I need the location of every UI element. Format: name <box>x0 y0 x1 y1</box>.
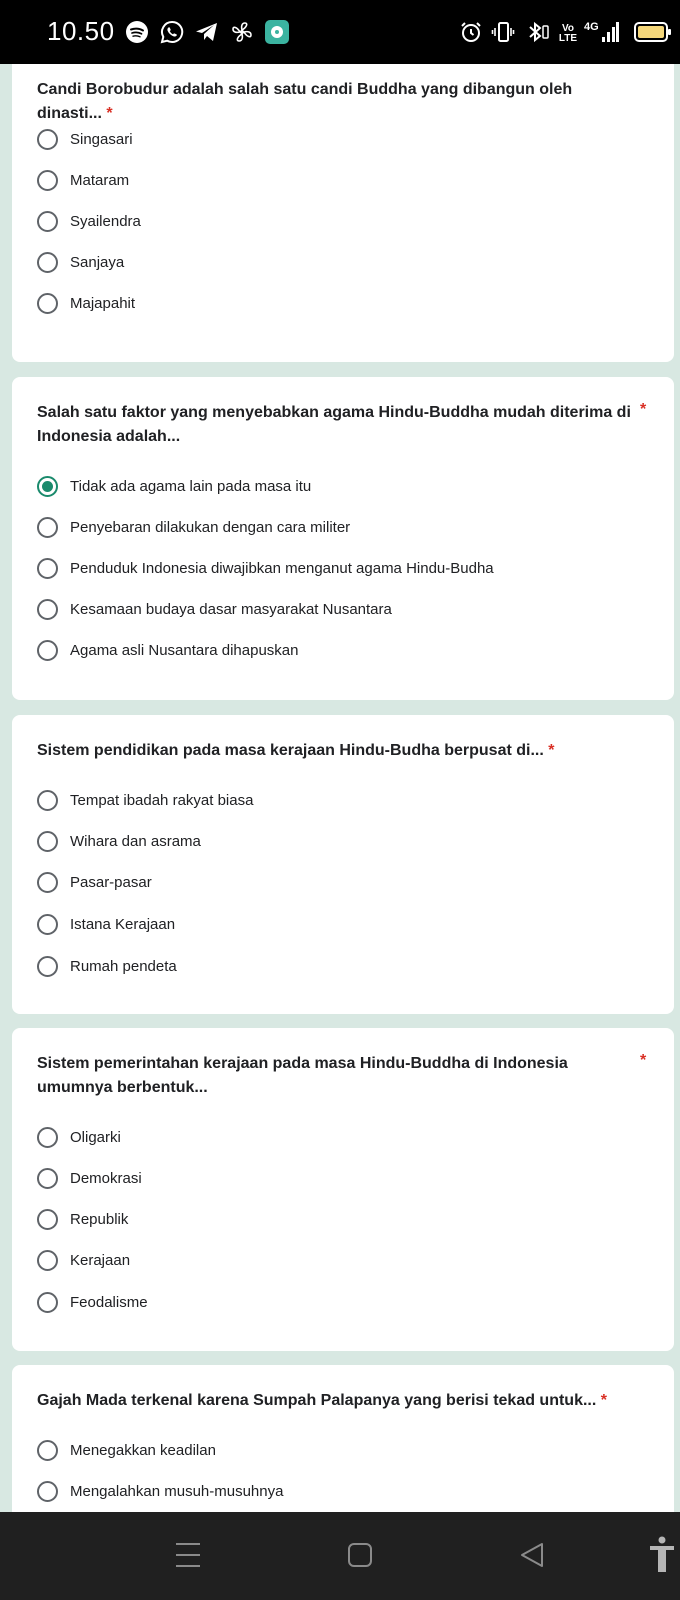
radio-button[interactable] <box>37 129 58 150</box>
radio-option[interactable] <box>37 1245 130 1275</box>
option-label: Istana Kerajaan <box>70 915 176 933</box>
menu-icon[interactable] <box>174 1540 202 1575</box>
option-label: Agama asli Nusantara dihapuskan <box>70 641 299 659</box>
option-label: Kerajaan <box>70 1251 131 1269</box>
radio-option[interactable] <box>37 1163 142 1193</box>
option-label: Singasari <box>70 130 133 148</box>
required-asterisk: * <box>106 105 113 122</box>
radio-button[interactable] <box>37 831 58 852</box>
option-label: Pasar-pasar <box>70 873 152 891</box>
radio-button[interactable] <box>37 558 58 579</box>
question-title: Salah satu faktor yang menyebabkan agama Hindu-Buddha mudah diterima di Indonesia adalah... <box>37 404 631 445</box>
radio-option[interactable] <box>37 1287 148 1317</box>
radio-button[interactable] <box>37 640 58 661</box>
chat-app-icon <box>264 18 290 46</box>
radio-option[interactable] <box>37 1122 121 1152</box>
question-title: Sistem pemerintahan kerajaan pada masa Hindu-Buddha di Indonesia umumnya berbentuk... <box>37 1055 568 1096</box>
radio-option[interactable] <box>37 826 201 856</box>
question-card <box>12 715 674 1014</box>
radio-button[interactable] <box>37 1168 58 1189</box>
question-title <box>37 1389 632 1413</box>
radio-option[interactable] <box>37 512 350 542</box>
radio-option[interactable] <box>37 785 253 815</box>
radio-option[interactable] <box>37 288 135 318</box>
radio-button-selected[interactable] <box>37 476 58 497</box>
vibrate-icon <box>491 18 515 46</box>
alarm-icon <box>459 18 483 46</box>
option-label: Rumah pendeta <box>70 957 177 975</box>
radio-button[interactable] <box>37 872 58 893</box>
option-label: Feodalisme <box>70 1293 148 1311</box>
radio-option[interactable] <box>37 553 494 583</box>
radio-option[interactable] <box>37 471 311 501</box>
volte-icon <box>560 20 576 48</box>
telegram-icon <box>194 18 220 46</box>
radio-button[interactable] <box>37 599 58 620</box>
radio-button[interactable] <box>37 293 58 314</box>
radio-button[interactable] <box>37 1127 58 1148</box>
question-card <box>12 1365 674 1512</box>
radio-option[interactable] <box>37 1204 128 1234</box>
required-asterisk: * <box>600 1392 607 1409</box>
question-title <box>37 739 632 763</box>
question-text: Sistem pendidikan pada masa kerajaan Hindu-Budha berpusat di... <box>37 742 544 759</box>
option-label: Wihara dan asrama <box>70 832 201 850</box>
option-label: Kesamaan budaya dasar masyarakat Nusantara <box>70 600 392 618</box>
question-text: Candi Borobudur adalah salah satu candi Buddha yang dibangun oleh dinasti... <box>37 81 573 122</box>
status-time: 10.50 <box>47 16 115 46</box>
option-label: Penduduk Indonesia diwajibkan menganut agama Hindu-Budha <box>70 559 494 577</box>
radio-button[interactable] <box>37 1440 58 1461</box>
navigation-bar <box>0 1512 680 1600</box>
option-label: Majapahit <box>70 294 136 312</box>
question-card <box>12 64 674 362</box>
option-label: Mataram <box>70 171 130 189</box>
option-label: Sanjaya <box>70 253 125 271</box>
option-label: Oligarki <box>70 1128 121 1146</box>
signal-4g-icon <box>584 18 619 46</box>
option-label: Mengalahkan musuh-musuhnya <box>70 1482 284 1500</box>
accessibility-icon[interactable] <box>648 1536 676 1579</box>
radio-option[interactable] <box>37 206 141 236</box>
network-label: 4G <box>584 21 599 33</box>
radio-button[interactable] <box>37 790 58 811</box>
option-label: Tempat ibadah rakyat biasa <box>70 791 254 809</box>
radio-button[interactable] <box>37 1481 58 1502</box>
option-label: Demokrasi <box>70 1169 142 1187</box>
radio-option[interactable] <box>37 247 124 277</box>
question-card <box>12 377 674 700</box>
required-asterisk: * <box>548 742 555 759</box>
radio-option[interactable] <box>37 867 152 897</box>
status-bar <box>0 0 680 64</box>
battery-icon <box>634 18 672 46</box>
volte-label: Vo LTE <box>558 23 578 44</box>
whatsapp-icon <box>160 18 184 46</box>
radio-button[interactable] <box>37 914 58 935</box>
option-label: Tidak ada agama lain pada masa itu <box>70 477 312 495</box>
question-card <box>12 1028 674 1351</box>
option-label: Penyebaran dilakukan dengan cara militer <box>70 518 351 536</box>
spotify-icon <box>125 18 149 46</box>
option-label: Menegakkan keadilan <box>70 1441 216 1459</box>
required-asterisk: * <box>640 1052 647 1069</box>
option-label: Republik <box>70 1210 129 1228</box>
back-icon[interactable] <box>518 1540 546 1575</box>
radio-button[interactable] <box>37 1209 58 1230</box>
radio-button[interactable] <box>37 211 58 232</box>
bluetooth-icon <box>524 18 550 46</box>
question-text: Gajah Mada terkenal karena Sumpah Palapanya yang berisi tekad untuk... <box>37 1392 597 1409</box>
radio-option[interactable] <box>37 165 129 195</box>
radio-option[interactable] <box>37 594 392 624</box>
radio-option[interactable] <box>37 909 175 939</box>
radio-option[interactable] <box>37 1476 283 1506</box>
radio-button[interactable] <box>37 956 58 977</box>
radio-button[interactable] <box>37 170 58 191</box>
radio-button[interactable] <box>37 252 58 273</box>
form-scroll-area[interactable] <box>0 64 680 1512</box>
question-title <box>37 78 632 126</box>
home-icon[interactable] <box>346 1540 374 1575</box>
radio-button[interactable] <box>37 517 58 538</box>
radio-option[interactable] <box>37 1435 216 1465</box>
radio-option[interactable] <box>37 635 298 665</box>
radio-option[interactable] <box>37 951 177 981</box>
radio-option[interactable] <box>37 124 133 154</box>
option-label: Syailendra <box>70 212 141 230</box>
radio-button[interactable] <box>37 1292 58 1313</box>
radio-button[interactable] <box>37 1250 58 1271</box>
fan-icon <box>230 18 254 46</box>
required-asterisk: * <box>640 401 647 418</box>
